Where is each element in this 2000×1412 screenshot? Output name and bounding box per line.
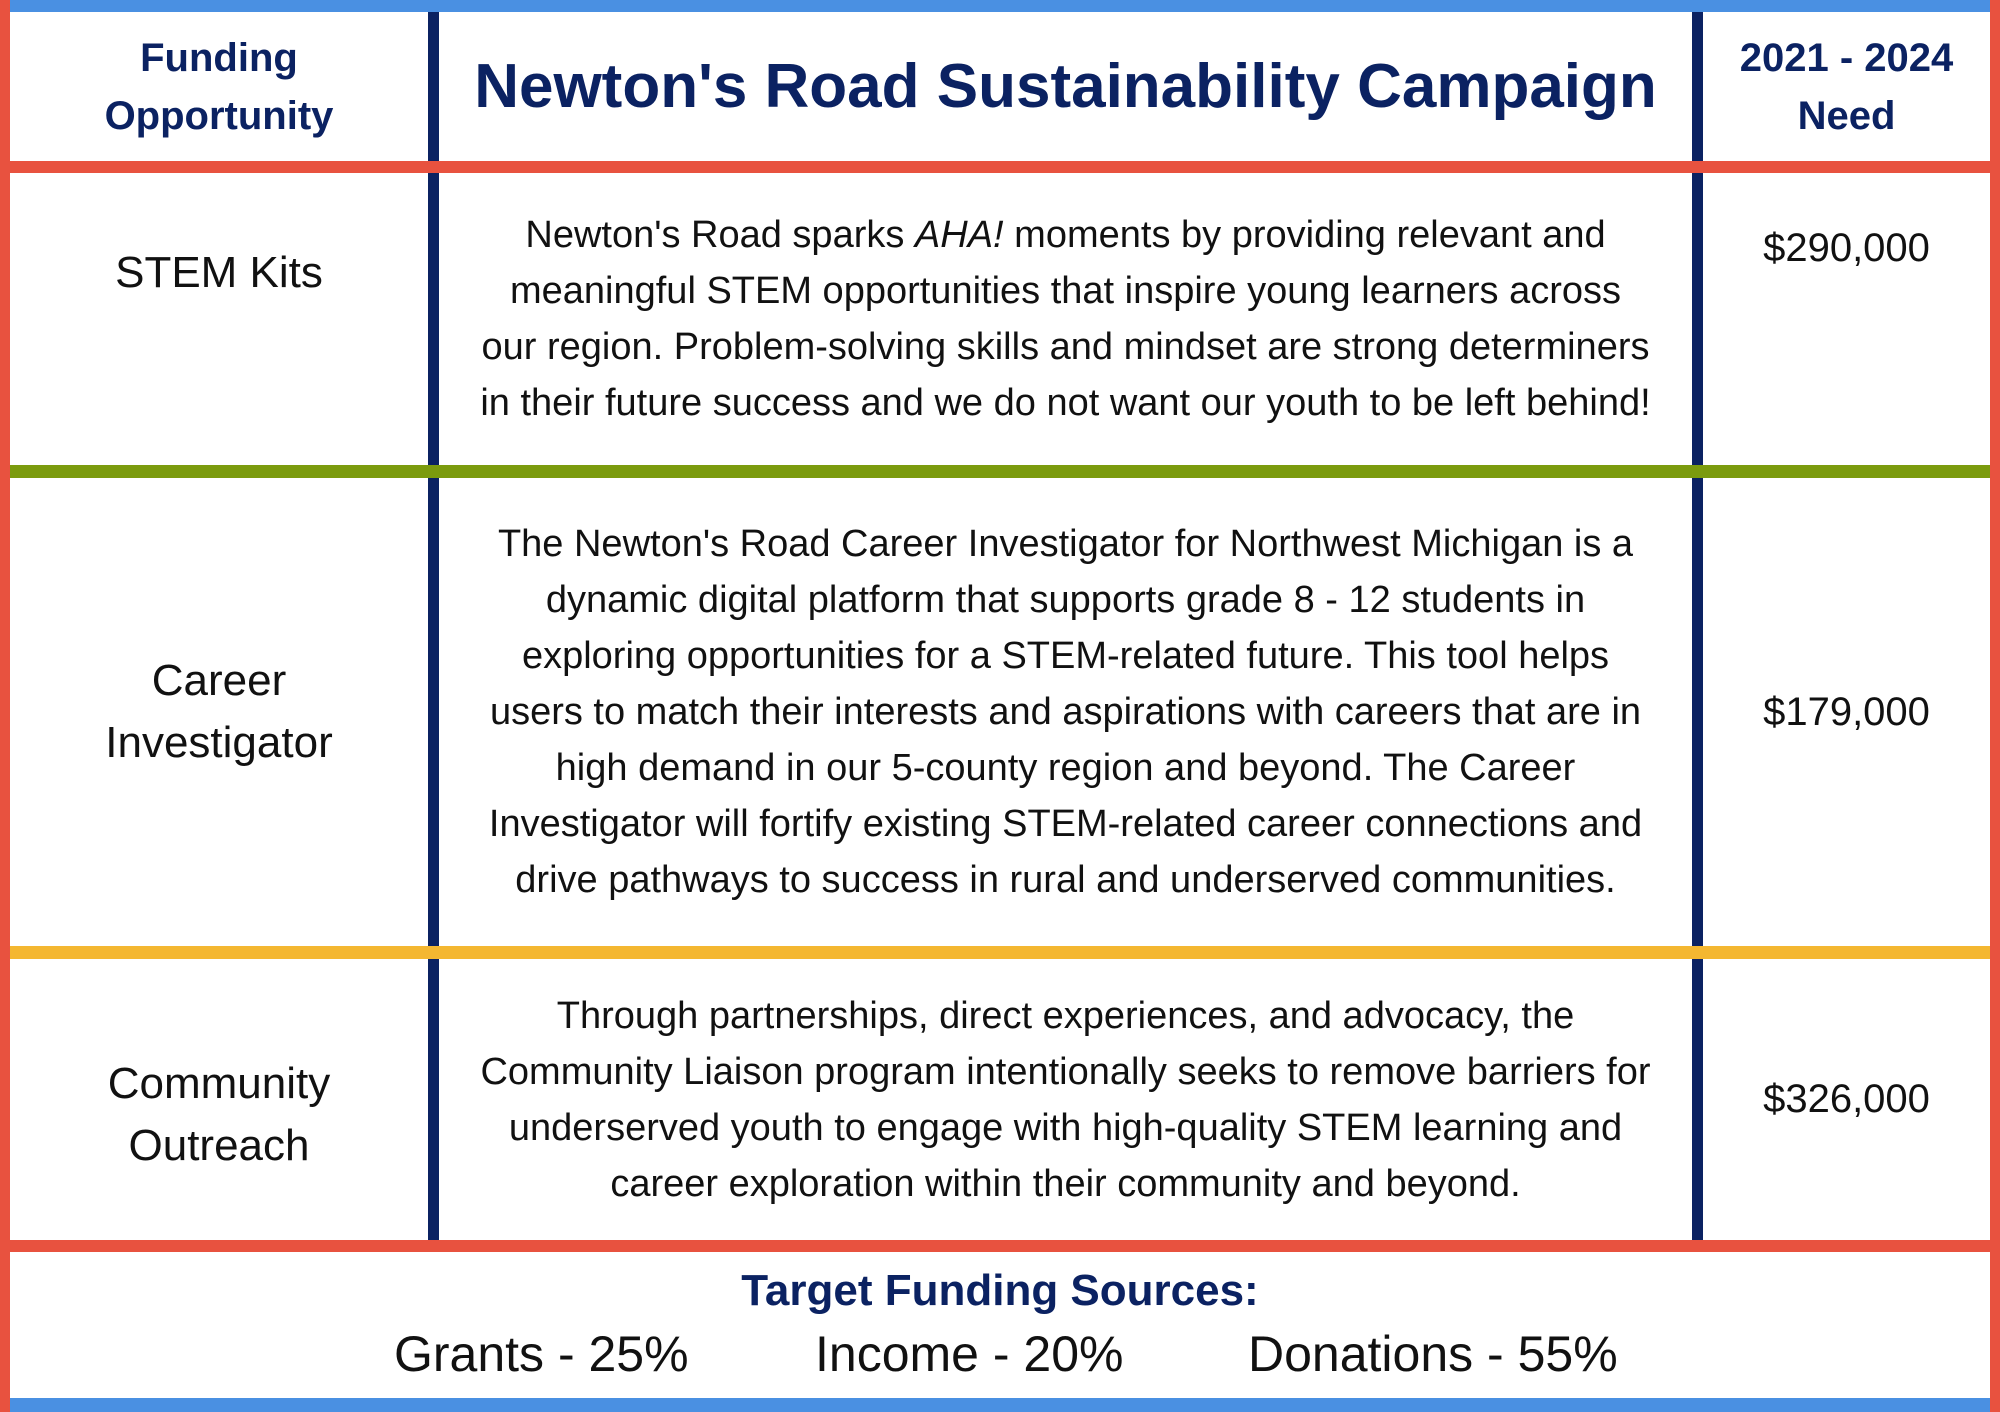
col-divider-right-header (1692, 12, 1703, 161)
row-amount-stem-kits (1703, 173, 1990, 323)
col-divider-left-row1 (428, 173, 439, 465)
row-description-text: The Newton's Road Career Investigator for Northwest Michigan is a dynamic digital platform that supports grade 8 - 12 students in exploring opportunities for a STEM-related future. This tool helps users to match their interests and aspirations with careers that are in high demand in our 5-county region and beyond. The Career Investigator will fortify existing STEM-related career connections and drive pathways to success in rural and underserved communities. (488, 523, 1643, 901)
table-bottom-divider (10, 1240, 1990, 1252)
col-divider-left-row2 (428, 478, 439, 946)
header-need-line1: 2021 - 2024 (1739, 35, 1954, 80)
header-funding-opportunity (10, 12, 428, 161)
row-label-text: STEM Kits (115, 248, 323, 297)
col-divider-right-row2 (1692, 478, 1703, 946)
amount-text: $290,000 (1763, 225, 1930, 270)
header-funding-line1: Funding (140, 35, 298, 80)
amount-text: $326,000 (1763, 1077, 1930, 1121)
row-description-text: Through partnerships, direct experiences, and advocacy, the Community Liaison program intentionally seeks to remove barriers for underserved youth to engage with high-quality STEM learning and career exploration within their community and beyond. (480, 994, 1651, 1205)
page-title (439, 12, 1692, 161)
row-label-line1: Career (151, 656, 287, 705)
row-description-stem-kits (439, 173, 1692, 465)
header-funding-line2: Opportunity (104, 93, 334, 138)
row-label-stem-kits (10, 173, 428, 373)
funding-source-donations: Donations - 55% (1248, 1326, 1618, 1382)
right-border (1990, 0, 2000, 1412)
row-label-community-outreach (10, 989, 428, 1240)
description-emphasis: AHA! (914, 214, 1004, 256)
row-description-career-investigator (439, 478, 1692, 946)
row-amount-career-investigator (1703, 478, 1990, 946)
top-border (0, 0, 2000, 12)
funding-source-income: Income - 20% (815, 1326, 1124, 1382)
row-description-text (479, 207, 1652, 431)
row-label-line2: Investigator (105, 718, 333, 767)
row-label-line1: Community (107, 1058, 331, 1108)
col-divider-right-row1 (1692, 173, 1703, 465)
col-divider-right-row3 (1692, 959, 1703, 1240)
left-border (0, 0, 10, 1412)
row-label-career-investigator (10, 478, 428, 946)
description-text-end: moments by providing relevant and meaningful STEM opportunities that inspire young learners across our region. Problem-solving skills and mindset are strong determiners in their future success and we do not want our youth to be left behind! (480, 214, 1651, 424)
description-text-start: Newton's Road sparks (525, 214, 915, 256)
footer-title (10, 1256, 1990, 1326)
col-divider-left-row3 (428, 959, 439, 1240)
footer-title-text: Target Funding Sources: (741, 1266, 1259, 1315)
row-label-line2: Outreach (128, 1120, 310, 1170)
page-title-text: Newton's Road Sustainability Campaign (474, 51, 1657, 121)
row-amount-community-outreach (1703, 959, 1990, 1240)
bottom-border (0, 1398, 2000, 1412)
amount-text: $179,000 (1763, 689, 1930, 734)
row-description-community-outreach (439, 959, 1692, 1240)
header-need (1703, 12, 1990, 161)
header-need-line2: Need (1797, 93, 1896, 138)
row1-divider (10, 465, 1990, 478)
funding-source-grants: Grants - 25% (394, 1326, 689, 1382)
col-divider-left-header (428, 12, 439, 161)
header-divider (10, 161, 1990, 173)
row2-divider (10, 946, 1990, 959)
